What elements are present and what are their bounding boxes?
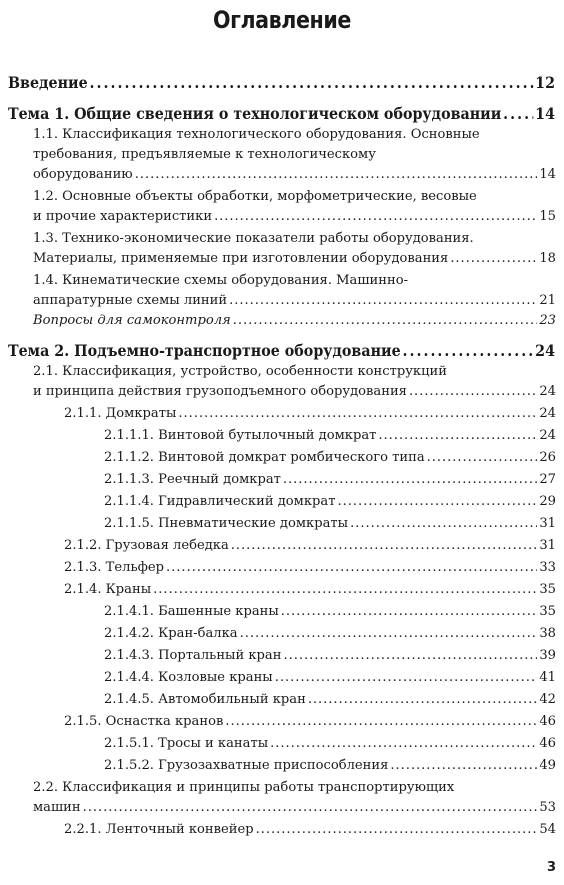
dot-leader <box>229 291 537 311</box>
toc-entry-page: 38 <box>539 626 556 641</box>
toc-entry-page: 31 <box>539 516 556 531</box>
dot-leader <box>231 536 538 556</box>
toc-entry-title: 2.1.2. Грузовая лебедка <box>64 538 229 553</box>
toc-entry-title: 2.1.1.3. Реечный домкрат <box>104 472 281 487</box>
toc-entry-page: 41 <box>539 670 556 685</box>
toc-entry-title: 2.2.1. Ленточный конвейер <box>64 822 254 837</box>
toc-entry-title: 2.1.1.1. Винтовой бутылочный домкрат <box>104 428 377 443</box>
dot-leader <box>225 712 537 732</box>
toc-entry-title: 2.1.1.2. Винтовой домкрат ромбического типа <box>104 450 425 465</box>
page-number: 3 <box>546 860 556 875</box>
toc-entry-text-line: 2.1. Классификация, устройство, особенности конструкций <box>33 364 447 379</box>
toc-entry-page: 15 <box>539 209 556 224</box>
dot-leader <box>240 624 538 644</box>
dot-leader <box>403 340 534 362</box>
toc-entry-page: 24 <box>535 341 556 360</box>
dot-leader <box>153 580 537 600</box>
toc-entry-text-line: требования, предъявляемые к технологическому <box>33 147 376 162</box>
toc-entry-title: Тема 1. Общие сведения о технологическом оборудовании <box>8 104 502 123</box>
toc-entry[interactable] <box>8 820 556 840</box>
toc-entry-title: Введение <box>8 73 88 92</box>
toc-entry[interactable] <box>8 229 556 269</box>
toc-entry-page: 24 <box>539 406 556 421</box>
toc-entry-page: 27 <box>539 472 556 487</box>
dot-leader <box>135 165 538 185</box>
toc-entry-title: аппаратурные схемы линий <box>33 293 228 308</box>
toc-entry-title: Материалы, применяемые при изготовлении оборудования <box>33 251 449 266</box>
toc-entry-title: оборудованию <box>33 167 133 182</box>
toc-entry-title: 2.1.4.5. Автомобильный кран <box>104 692 306 707</box>
dot-leader <box>233 311 538 331</box>
toc-entry-page: 24 <box>539 428 556 443</box>
toc-entry-page: 46 <box>539 714 556 729</box>
toc-entry-title: 2.1.5.2. Грузозахватные приспособления <box>104 758 389 773</box>
dot-leader <box>83 798 538 818</box>
toc-entry-title: машин <box>33 800 81 815</box>
toc-entry[interactable] <box>8 72 555 94</box>
toc-entry-title: 2.1.1.5. Пневматические домкраты <box>104 516 349 531</box>
dot-leader <box>275 668 538 688</box>
toc-entry[interactable] <box>8 125 556 185</box>
toc-entry[interactable] <box>8 311 556 331</box>
toc-entry[interactable] <box>8 492 556 512</box>
toc-entry[interactable] <box>8 624 556 644</box>
dot-leader <box>390 756 537 776</box>
toc-entry-text-line: 1.2. Основные объекты обработки, морфометрические, весовые <box>33 189 477 204</box>
toc-entry[interactable] <box>8 602 556 622</box>
toc-entry-page: 39 <box>539 648 556 663</box>
toc-entry-title: и прочие характеристики <box>33 209 213 224</box>
toc-entry-page: 35 <box>539 582 556 597</box>
toc-entry-page: 33 <box>539 560 556 575</box>
toc-entry-text-line: 2.2. Классификация и принципы работы транспортирующих <box>33 780 455 795</box>
toc-entry-title: 2.1.4.3. Портальный кран <box>104 648 282 663</box>
toc-entry[interactable] <box>8 362 556 402</box>
toc-entry[interactable] <box>8 646 556 666</box>
table-of-contents <box>8 72 556 840</box>
dot-leader <box>337 492 537 512</box>
dot-leader <box>90 72 534 94</box>
toc-entry-title: 2.1.4.1. Башенные краны <box>104 604 279 619</box>
toc-entry-page: 49 <box>539 758 556 773</box>
toc-entry[interactable] <box>8 470 556 490</box>
toc-entry-page: 14 <box>539 167 556 182</box>
toc-entry-page: 14 <box>535 104 556 123</box>
dot-leader <box>427 448 538 468</box>
toc-entry-title: 2.1.4.4. Козловые краны <box>104 670 273 685</box>
toc-entry-page: 26 <box>539 450 556 465</box>
toc-entry-title: и принципа действия грузоподъемного оборудования <box>33 384 407 399</box>
dot-leader <box>283 470 537 490</box>
toc-entry[interactable] <box>8 536 556 556</box>
toc-entry-title: 2.1.1. Домкраты <box>64 406 177 421</box>
toc-entry-text-line: 1.3. Технико-экономические показатели работы оборудования. <box>33 231 474 246</box>
toc-entry-page: 29 <box>539 494 556 509</box>
dot-leader <box>283 646 537 666</box>
dot-leader <box>178 404 537 424</box>
toc-entry-text-line: 1.1. Классификация технологического оборудования. Основные <box>33 127 480 142</box>
toc-entry[interactable] <box>8 426 556 446</box>
toc-entry-page: 21 <box>539 293 556 308</box>
toc-entry-title: 2.1.1.4. Гидравлический домкрат <box>104 494 336 509</box>
dot-leader <box>166 558 537 578</box>
toc-entry[interactable] <box>8 103 555 125</box>
toc-entry[interactable] <box>8 448 556 468</box>
toc-entry[interactable] <box>8 404 556 424</box>
toc-entry-page: 24 <box>539 384 556 399</box>
toc-entry[interactable] <box>8 514 556 534</box>
toc-entry[interactable] <box>8 271 556 311</box>
toc-entry-page: 54 <box>539 822 556 837</box>
toc-entry[interactable] <box>8 756 556 776</box>
toc-entry-title: 2.1.3. Тельфер <box>64 560 164 575</box>
toc-entry-text-line: 1.4. Кинематические схемы оборудования. Машинно- <box>33 273 409 288</box>
dot-leader <box>281 602 538 622</box>
toc-entry-page: 12 <box>535 73 556 92</box>
toc-entry-page: 35 <box>539 604 556 619</box>
toc-entry-title: Тема 2. Подъемно-транспортное оборудование <box>8 341 401 360</box>
dot-leader <box>350 514 537 534</box>
toc-entry[interactable] <box>8 778 556 818</box>
dot-leader <box>270 734 537 754</box>
toc-entry[interactable] <box>8 580 556 600</box>
toc-entry[interactable] <box>8 668 556 688</box>
page-title: Оглавление <box>213 6 351 34</box>
toc-entry[interactable] <box>8 734 556 754</box>
toc-entry[interactable] <box>8 558 556 578</box>
dot-leader <box>450 249 537 269</box>
toc-entry-title: 2.1.5.1. Тросы и канаты <box>104 736 269 751</box>
dot-leader <box>308 690 538 710</box>
dot-leader <box>503 103 533 125</box>
toc-entry-page: 23 <box>539 313 556 328</box>
toc-entry[interactable] <box>8 690 556 710</box>
toc-entry-page: 42 <box>539 692 556 707</box>
toc-entry-page: 18 <box>539 251 556 266</box>
toc-entry-title: 2.1.4.2. Кран-балка <box>104 626 238 641</box>
toc-entry[interactable] <box>8 187 556 227</box>
toc-entry-title: 2.1.4. Краны <box>64 582 152 597</box>
toc-entry-page: 31 <box>539 538 556 553</box>
toc-entry-title: 2.1.5. Оснастка кранов <box>64 714 224 729</box>
toc-entry-page: 53 <box>539 800 556 815</box>
dot-leader <box>214 207 537 227</box>
toc-entry-title: Вопросы для самоконтроля <box>33 313 231 328</box>
toc-entry[interactable] <box>8 712 556 732</box>
dot-leader <box>409 382 537 402</box>
dot-leader <box>256 820 538 840</box>
toc-entry[interactable] <box>8 340 555 362</box>
toc-entry-page: 46 <box>539 736 556 751</box>
dot-leader <box>378 426 537 446</box>
